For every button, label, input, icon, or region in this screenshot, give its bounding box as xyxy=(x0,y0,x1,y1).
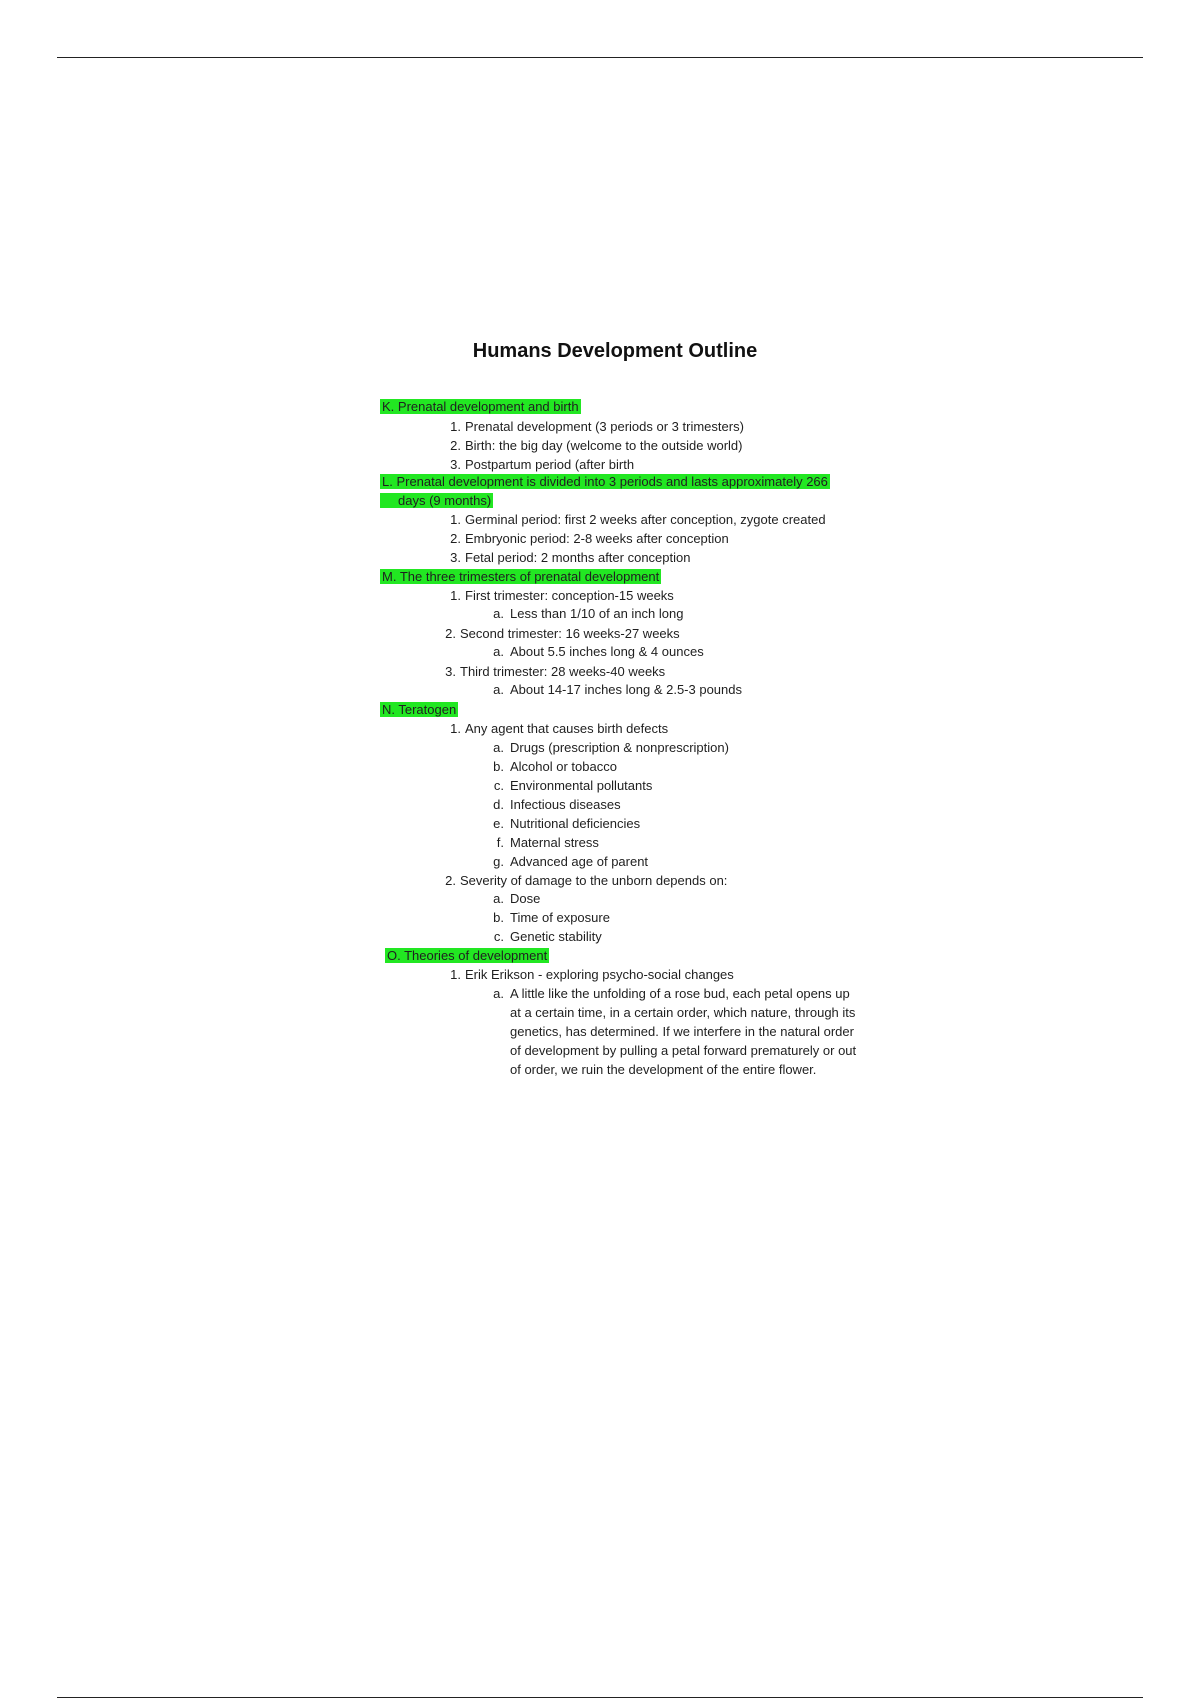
sub-list-item: c. Environmental pollutants xyxy=(493,778,653,793)
section-heading-n: N. Teratogen xyxy=(382,702,457,717)
sub-list-item: a. Drugs (prescription & nonprescription) xyxy=(493,740,729,755)
list-item: 1. Prenatal development (3 periods or 3 trimesters) xyxy=(450,419,744,434)
list-item: 2. Severity of damage to the unborn depends on: xyxy=(445,873,728,888)
list-item: 3. Third trimester: 28 weeks-40 weeks xyxy=(445,664,666,679)
section-heading-l-cont: days (9 months) xyxy=(380,492,493,509)
list-item: 2. Second trimester: 16 weeks-27 weeks xyxy=(445,626,680,641)
list-item: 3. Postpartum period (after birth xyxy=(450,457,635,472)
list-item: 3. Fetal period: 2 months after conception xyxy=(450,550,691,565)
sub-list-item: a. About 14-17 inches long & 2.5-3 pounds xyxy=(493,682,743,697)
section-heading-l: L. Prenatal development is divided into 3 periods and lasts approximately 266 xyxy=(382,474,828,489)
sub-list-item: f. Maternal stress xyxy=(496,835,599,850)
paragraph-line: genetics, has determined. If we interfere in the natural order xyxy=(510,1024,854,1039)
sub-list-item: b. Alcohol or tobacco xyxy=(493,759,617,774)
list-item: 2. Embryonic period: 2-8 weeks after conception xyxy=(450,531,729,546)
list-item: 1. Any agent that causes birth defects xyxy=(450,721,669,736)
sub-list-item: b. Time of exposure xyxy=(493,910,610,925)
sub-list-item: d. Infectious diseases xyxy=(493,797,621,812)
paragraph-line: at a certain time, in a certain order, which nature, through its xyxy=(510,1005,856,1020)
sub-list-item: a. About 5.5 inches long & 4 ounces xyxy=(493,644,704,659)
bottom-rule xyxy=(57,1697,1143,1698)
sub-list-item: c. Genetic stability xyxy=(493,929,602,944)
document-page xyxy=(255,260,975,1200)
sub-list-item: e. Nutritional deficiencies xyxy=(493,816,641,831)
section-heading-k: K. Prenatal development and birth xyxy=(382,399,579,414)
section-heading-m: M. The three trimesters of prenatal development xyxy=(382,569,660,584)
sub-list-item: g. Advanced age of parent xyxy=(493,854,649,869)
list-item: 2. Birth: the big day (welcome to the outside world) xyxy=(450,438,743,453)
sub-list-item: a. Less than 1/10 of an inch long xyxy=(493,606,684,621)
sub-list-item: a. A little like the unfolding of a rose bud, each petal opens up xyxy=(493,986,850,1001)
paragraph-line: of order, we ruin the development of the entire flower. xyxy=(510,1062,817,1077)
sub-list-item: a. Dose xyxy=(493,891,541,906)
list-item: 1. First trimester: conception-15 weeks xyxy=(450,588,674,603)
list-item: 1. Germinal period: first 2 weeks after conception, zygote created xyxy=(450,512,826,527)
page-title: Humans Development Outline xyxy=(472,340,758,362)
section-heading-o: O. Theories of development xyxy=(387,948,548,963)
top-rule xyxy=(57,57,1143,58)
list-item: 1. Erik Erikson - exploring psycho-social changes xyxy=(450,967,734,982)
paragraph-line: of development by pulling a petal forward prematurely or out xyxy=(510,1043,857,1058)
